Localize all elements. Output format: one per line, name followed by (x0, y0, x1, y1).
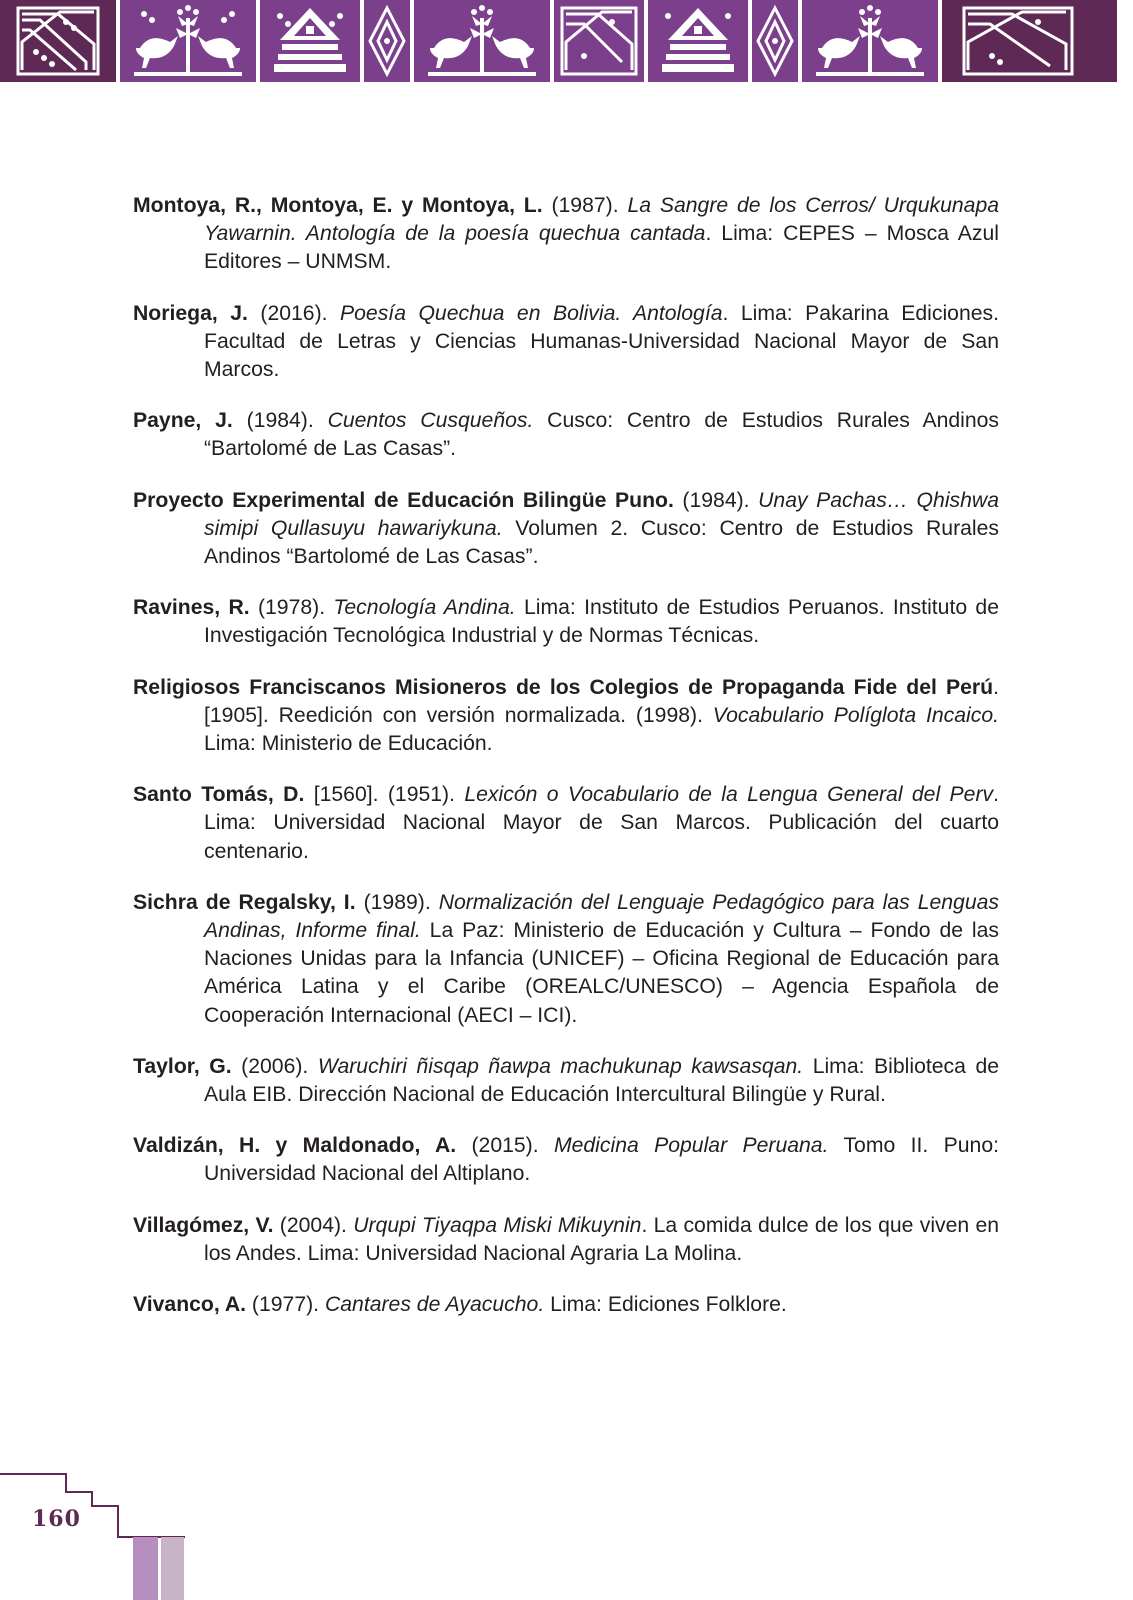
reference-details: Cusco: Centro de Estudios Rurales Andinos “Bartolomé de Las Casas”. (204, 409, 1000, 461)
reference-author: Ravines, R. (133, 596, 250, 620)
diamond-pattern-icon (752, 0, 798, 82)
reference-title: Cuentos Cusqueños. (327, 409, 534, 433)
reference-title: Waruchiri ñisqap ñawpa machukunap kawsasqan. (317, 1054, 804, 1078)
reference-entry-religiosos (133, 674, 999, 759)
reference-title: La Sangre de los Cerros/ Urqukunapa Yawarnin. Antología de la poesía quechua cantada (204, 194, 1000, 246)
reference-title: Cantares de Ayacucho. (324, 1293, 545, 1317)
reference-author: Villagómez, V. (133, 1213, 274, 1237)
reference-year: (2015). (456, 1134, 554, 1158)
reference-author: Sichra de Regalsky, I. (133, 890, 356, 914)
reference-details: . La comida dulce de los que viven en los Andes. Lima: Universidad Nacional Agraria La Molina. (204, 1213, 1000, 1265)
reference-details: . Lima: Pakarina Ediciones. Facultad de Letras y Ciencias Humanas-Universidad Nacional Mayor de San Marcos. (204, 301, 1000, 382)
reference-entry-ravines (133, 594, 999, 650)
reference-details: La Paz: Ministerio de Educación y Cultura – Fondo de las Naciones Unidas para la Infancia (UNICEF) – Oficina Regional de Educación para América Latina y el Caribe (OREALC/UNESCO) – Agencia Española de Cooperación Internacional (AECI – ICI). (204, 919, 999, 1027)
footer-color-bar (161, 1537, 184, 1600)
reference-details: Lima: Ministerio de Educación. (204, 732, 493, 756)
diamond-pattern-icon (364, 0, 410, 82)
reference-entry-sichra (133, 889, 999, 1030)
reference-entry-villagomez (133, 1212, 999, 1268)
reference-year: (1984). (232, 409, 328, 433)
reference-title: Poesía Quechua en Bolivia. Antología (340, 301, 723, 325)
reference-entry-noriega (133, 300, 999, 385)
reference-details: Lima: Biblioteca de Aula EIB. Dirección Nacional de Educación Intercultural Bilingüe y Rural. (204, 1054, 1000, 1107)
reference-year: (1987). (542, 194, 628, 217)
reference-author: Religiosos Franciscanos Misioneros de los Colegios de Propaganda Fide del Perú (133, 675, 994, 699)
reference-entry-payne (133, 407, 999, 463)
reference-entry-vivanco (133, 1291, 999, 1319)
reference-entry-montoya (133, 192, 999, 277)
reference-details: Tomo II. Puno: Universidad Nacional del Altiplano. (204, 1134, 999, 1186)
reference-entry-proyecto (133, 487, 999, 572)
reference-author: Proyecto Experimental de Educación Bilingüe Puno. (133, 488, 674, 512)
reference-year: (2006). (231, 1054, 318, 1078)
reference-author: Santo Tomás, D. (133, 783, 305, 807)
altar-pattern-icon (648, 0, 748, 82)
reference-details: . Lima: Universidad Nacional Mayor de San Marcos. Publicación del cuarto centenario. (204, 783, 999, 863)
reference-details: Lima: Ediciones Folklore. (544, 1293, 787, 1317)
reference-author: Payne, J. (133, 409, 233, 433)
reference-author: Noriega, J. (133, 301, 248, 325)
diamond-pattern-icon (0, 0, 116, 82)
reference-year: (2004). (273, 1213, 354, 1237)
header-band (0, 0, 1133, 82)
birds-tree-pattern-icon (120, 0, 256, 82)
reference-author: Vivanco, A. (133, 1293, 247, 1317)
reference-title: Vocabulario Políglota Incaico. (712, 703, 1000, 727)
reference-list (133, 192, 999, 1342)
reference-year: (1984). (673, 488, 759, 512)
reference-entry-taylor (133, 1053, 999, 1109)
altar-pattern-icon (260, 0, 360, 82)
reference-entry-valdizan (133, 1132, 999, 1188)
reference-details: Lima: Instituto de Estudios Peruanos. Instituto de Investigación Tecnológica Industrial y de Normas Técnicas. (204, 596, 999, 648)
reference-details: . Lima: CEPES – Mosca Azul Editores – UNMSM. (204, 222, 999, 274)
footer-color-bar (133, 1537, 158, 1600)
reference-entry-santo-tomas (133, 781, 999, 866)
reference-author: Valdizán, H. y Maldonado, A. (133, 1134, 457, 1158)
diamond-pattern-icon (942, 0, 1117, 82)
reference-year: . [1905]. Reedición con versión normalizada. (1998). (204, 675, 999, 727)
reference-title: Tecnología Andina. (333, 596, 516, 620)
footer-step-lines (0, 1470, 200, 1540)
reference-title: Urqupi Tiyaqpa Miski Mikuynin (353, 1213, 642, 1237)
birds-tree-pattern-icon (802, 0, 938, 82)
reference-details: Volumen 2. Cusco: Centro de Estudios Rurales Andinos “Bartolomé de Las Casas”. (204, 516, 999, 569)
reference-title: Unay Pachas… Qhishwa simipi Qullasuyu hawariykuna. (204, 488, 999, 540)
reference-year: (1977). (246, 1293, 325, 1317)
diamond-pattern-icon (554, 0, 644, 82)
reference-author: Montoya, R., Montoya, E. y Montoya, L. (133, 194, 543, 217)
reference-title: Lexicón o Vocabulario de la Lengua General del Perv (464, 783, 994, 807)
reference-year: (1978). (249, 596, 334, 620)
reference-year: (1989). (355, 890, 439, 914)
reference-year: (2016). (247, 301, 341, 325)
reference-title: Medicina Popular Peruana. (553, 1134, 829, 1158)
birds-tree-pattern-icon (414, 0, 550, 82)
reference-year: [1560]. (1951). (304, 783, 465, 807)
reference-title: Normalización del Lenguaje Pedagógico para las Lenguas Andinas, Informe final. (204, 890, 1000, 943)
page-number: 160 (32, 1506, 81, 1532)
reference-author: Taylor, G. (133, 1054, 232, 1078)
